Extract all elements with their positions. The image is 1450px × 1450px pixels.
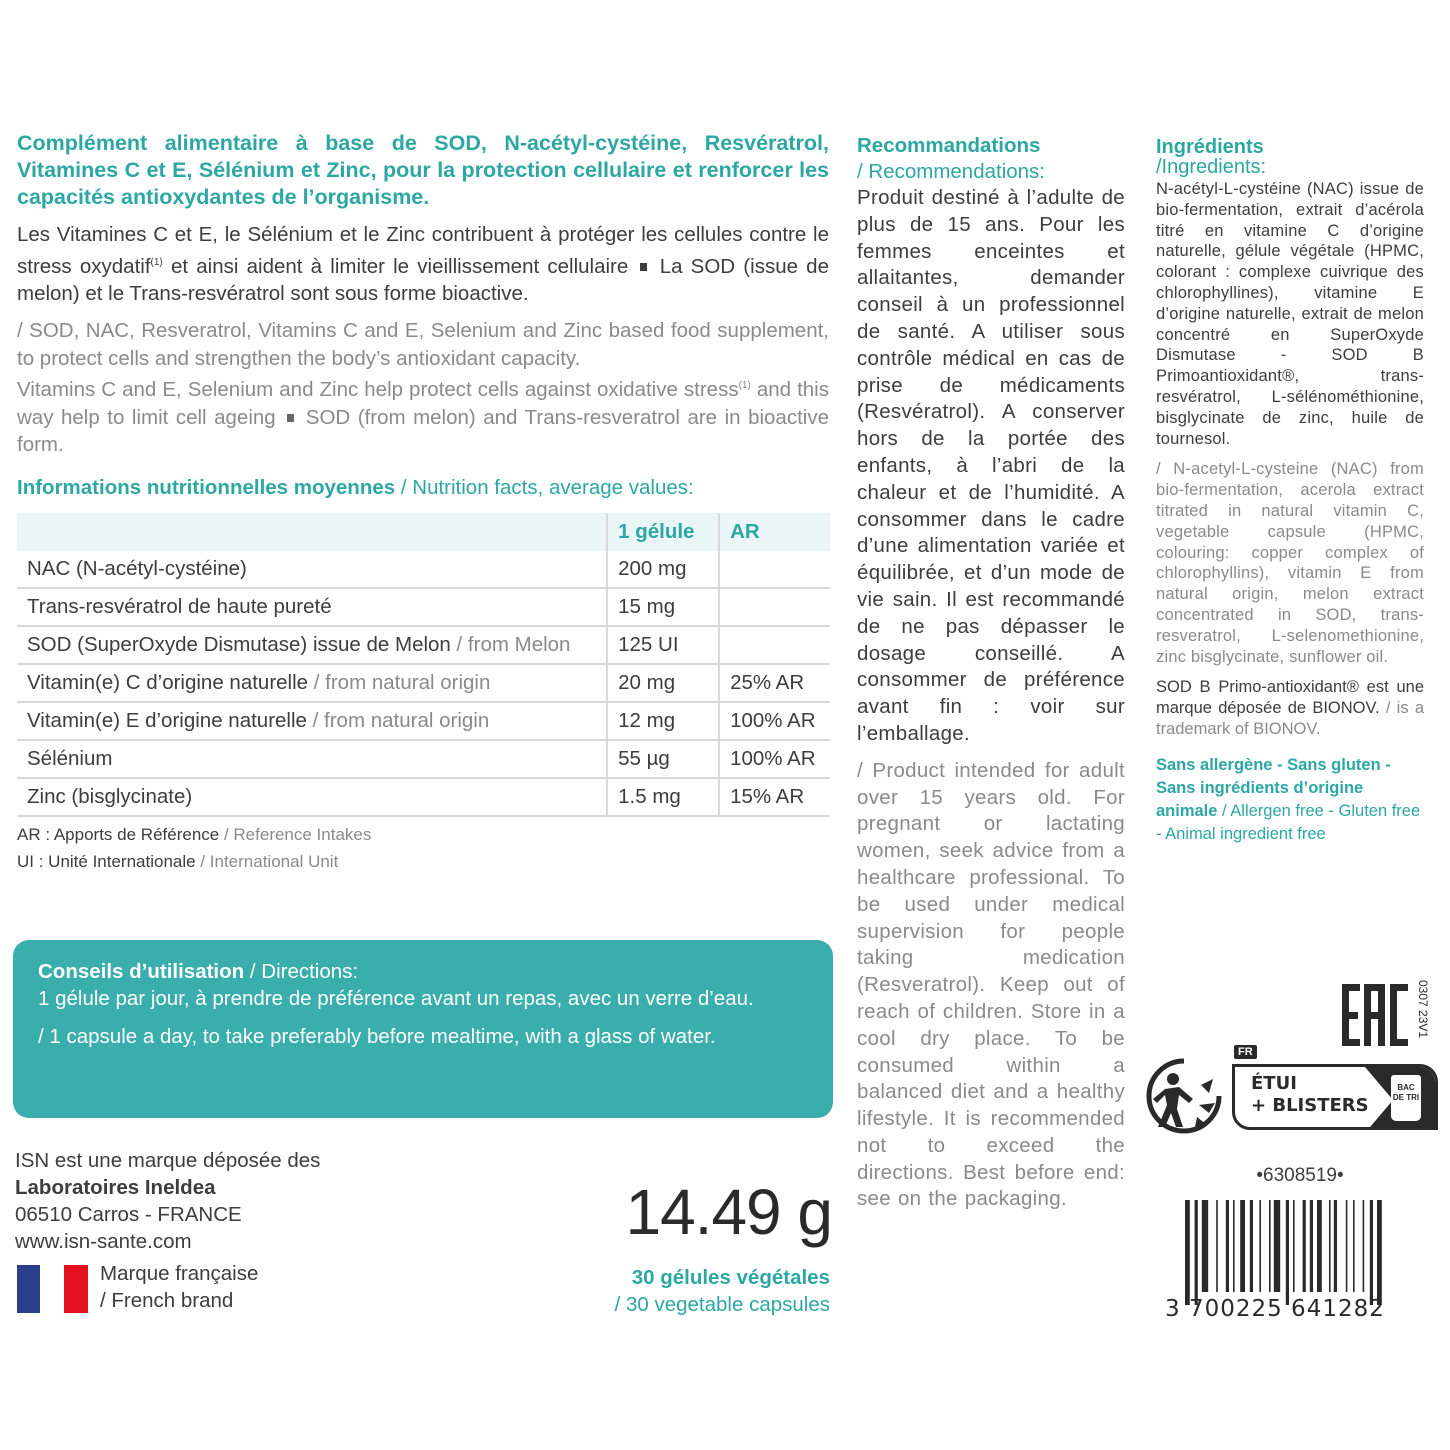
fr-claim: Les Vitamines C et E, le Sélénium et le Zinc contribuent à protéger les cellules contre le stress oxydatif$^{(1)}$ et ainsi aident à limiter le vieillissement cellulaire La SOD (issue de melon) et le Trans-resvératrol sont sous forme bioactive. bbox=[17, 223, 829, 305]
nutrient-amount: 1.5 mg bbox=[607, 778, 719, 816]
capsule-count: 30 gélules végétales / 30 vegetable capsules bbox=[614, 1266, 830, 1316]
nutrient-amount: 15 mg bbox=[607, 588, 719, 626]
nutrient-name: Zinc (bisglycinate) bbox=[17, 778, 607, 816]
recommendations-column: Recommandations / Recommendations: Produit destiné à l’adulte de plus de 15 ans. Pour les femmes enceintes et allaitantes, demander conseil à un professionnel de santé. A utiliser sous contrôle médical en cas de prise de médicaments (Resvératrol). A conserver hors de la portée des enfants, à l’abri de la chaleur et de l’humidité. A consommer dans le cadre d’une alimentation variée et équilibrée, et d’un mode de vie sain. Il est recommandé de ne pas dépasser le dosage conseillé. A consommer de préférence avant fin : voir sur l’emballage. / Product intended for adult over 15 years old. For pregnant or lactating women, seek advice from a healthcare professional. To be used under medical supervision for people taking medication (Resveratrol). Keep out of reach of children. Store in a cool dry place. To be consumed within a balanced diet and a healthy lifestyle. It is recommended not to exceed the directions. Best before end: see on the packaging. bbox=[857, 132, 1125, 1213]
header-per-capsule: 1 gélule bbox=[607, 513, 719, 551]
nutrient-name: Vitamin(e) E d’origine naturelle / from natural origin bbox=[17, 702, 607, 740]
french-brand-label: Marque française / French brand bbox=[100, 1262, 259, 1312]
nutrient-amount: 12 mg bbox=[607, 702, 719, 740]
table-row bbox=[17, 740, 830, 778]
company-name: Laboratoires Ineldea bbox=[15, 1176, 216, 1199]
bullet-icon bbox=[287, 414, 294, 422]
eac-code: 0307 23V1 bbox=[1416, 980, 1430, 1039]
barcode-digits: 3 700225 641282 bbox=[1165, 1296, 1385, 1322]
country-badge: FR bbox=[1234, 1045, 1257, 1059]
trademark-note: SOD B Primo-antioxidant® est une marque déposée de BIONOV. / is a trademark of BIONOV. bbox=[1156, 678, 1424, 738]
table-row bbox=[17, 664, 830, 702]
directions-fr: 1 gélule par jour, à prendre de préférence avant un repas, avec un verre d’eau. bbox=[38, 987, 754, 1010]
recycling-bin-icon: BAC DE TRI bbox=[1391, 1075, 1421, 1121]
table-legend: AR : Apports de Référence / Reference Intakes UI : Unité Internationale / International Unit bbox=[17, 824, 372, 871]
nutrient-ar: 100% AR bbox=[719, 740, 830, 778]
nutrient-name: Trans-resvératrol de haute pureté bbox=[17, 588, 607, 626]
eac-mark-icon bbox=[1340, 980, 1410, 1050]
company-address: 06510 Carros - FRANCE bbox=[15, 1203, 242, 1226]
ingredients-en: / N-acetyl-L-cysteine (NAC) from bio-fermentation, acerola extract titrated in natural vitamin C, vegetable capsule (HPMC, colouring: copper complex of chlorophyllins), vitamin E from natural origin, melon extract concentrated in SOD, trans-resveratrol, L-selenomethionine, zinc bisglycinate, sunflower oil. bbox=[1156, 460, 1424, 666]
nutrient-ar bbox=[719, 626, 830, 664]
ingredients-column: Ingrédients /Ingredients: N-acétyl-L-cystéine (NAC) issue de bio-fermentation, extrait d’acérola titré en vitamine C d’origine naturelle, gélule végétale (HPMC, colorant : complexe cuivrique des chlorophyllines), vitamine E d’origine naturelle, extrait de melon concentré en SuperOxyde Dismutase - SOD B Primoantioxidant®, trans-resvératrol, L-sélénométhionine, bisglycinate de zinc, huile de tournesol. / N-acetyl-L-cysteine (NAC) from bio-fermentation, acerola extract titrated in natural vitamin C, vegetable capsule (HPMC, colouring: copper complex of chlorophyllins), vitamin E from natural origin, melon extract concentrated in SOD, trans-resveratrol, L-selenomethionine, zinc bisglycinate, sunflower oil. SOD B Primo-antioxidant® est une marque déposée de BIONOV. / is a trademark of BIONOV. Sans allergène - Sans gluten - Sans ingrédients d’origine animale / Allergen free - Gluten free - Animal ingredient free bbox=[1156, 137, 1424, 846]
product-headline: Complément alimentaire à base de SOD, N-acétyl-cystéine, Resvératrol, Vitamines C et E, Sélénium et Zinc, pour la protection cellulaire et renforcer les capacités antioxydantes de l’organisme. bbox=[17, 131, 829, 209]
recommendations-title: Recommandations bbox=[857, 134, 1041, 157]
nutrient-ar: 15% AR bbox=[719, 778, 830, 816]
recommendations-en: / Product intended for adult over 15 years old. For pregnant or lactating women, seek advice from a healthcare professional. To be used under medical supervision for people taking medication (Resveratrol). Keep out of reach of children. Store in a cool dry place. To be consumed within a balanced diet and a healthy lifestyle. It is recommended not to exceed the directions. Best before end: see on the packaging. bbox=[857, 758, 1125, 1211]
net-weight: 14.49 g bbox=[625, 1176, 832, 1248]
company-info: ISN est une marque déposée des Laboratoires Ineldea 06510 Carros - FRANCE www.isn-sante.com bbox=[15, 1149, 321, 1253]
nutrient-ar: 25% AR bbox=[719, 664, 830, 702]
table-header-row bbox=[17, 513, 830, 551]
sorting-info-label: FR ÉTUI + BLISTERS BAC DE TRI bbox=[1232, 1045, 1440, 1133]
table-row bbox=[17, 702, 830, 740]
company-website: www.isn-sante.com bbox=[15, 1230, 192, 1253]
allergen-free-note: Sans allergène - Sans gluten - Sans ingrédients d’origine animale / Allergen free - Gluten free - Animal ingredient free bbox=[1156, 755, 1421, 843]
product-description-column bbox=[17, 130, 829, 875]
en-claim: / SOD, NAC, Resveratrol, Vitamins C and E, Selenium and Zinc based food supplement, to protect cells and strengthen the body’s antioxidant capacity. Vitamins C and E, Selenium and Zinc help protect cells against oxidative stress$^{(1)}$ and this way help to limit cell ageing SOD (from melon) and Trans-resveratrol are in bioactive form. bbox=[17, 319, 829, 457]
triman-recycling-icon bbox=[1143, 1055, 1225, 1137]
directions-en: / 1 capsule a day, to take preferably before mealtime, with a glass of water. bbox=[38, 1025, 716, 1048]
nutrition-table bbox=[17, 513, 830, 817]
ingredients-title: Ingrédients bbox=[1156, 136, 1264, 158]
nutrient-ar bbox=[719, 551, 830, 588]
nutrient-name: SOD (SuperOxyde Dismutase) issue de Melon / from Melon bbox=[17, 626, 607, 664]
ingredients-fr: N-acétyl-L-cystéine (NAC) issue de bio-fermentation, extrait d’acérola titré en vitamine C d’origine naturelle, gélule végétale (HPMC, colorant : complexe cuivrique des chlorophyllines), vitamine E d’origine naturelle, extrait de melon concentré en SuperOxyde Dismutase - SOD B Primoantioxidant®, trans-resvératrol, L-sélénométhionine, bisglycinate de zinc, huile de tournesol. bbox=[1156, 180, 1424, 448]
nutrient-ar: 100% AR bbox=[719, 702, 830, 740]
french-flag-icon bbox=[17, 1265, 89, 1313]
header-ar: AR bbox=[719, 513, 830, 551]
nutrient-ar bbox=[719, 588, 830, 626]
nutrient-amount: 55 µg bbox=[607, 740, 719, 778]
table-row bbox=[17, 551, 830, 588]
nutrient-amount: 200 mg bbox=[607, 551, 719, 588]
table-row bbox=[17, 588, 830, 626]
nutrition-title: Informations nutritionnelles moyennes / Nutrition facts, average values: bbox=[17, 475, 694, 499]
nutrient-name: Sélénium bbox=[17, 740, 607, 778]
bullet-icon bbox=[640, 263, 647, 271]
table-row bbox=[17, 778, 830, 816]
directions-box: Conseils d’utilisation / Directions: 1 gélule par jour, à prendre de préférence avant un repas, avec un verre d’eau. / 1 capsule a day, to take preferably before mealtime, with a glass of water. bbox=[13, 940, 833, 1118]
barcode-icon bbox=[1185, 1200, 1425, 1305]
recommendations-fr: Produit destiné à l’adulte de plus de 15 ans. Pour les femmes enceintes et allaitantes, demander conseil à un professionnel de santé. A utiliser sous contrôle médical en cas de prise de médicaments (Resvératrol). A conserver hors de la portée des enfants, à l’abri de la chaleur et de l’humidité. A consommer dans le cadre d’une alimentation variée et équilibrée, et d’un mode de vie sain. Il est recommandé de ne pas dépasser le dosage conseillé. A consommer de préférence avant fin : voir sur l’emballage. bbox=[857, 186, 1125, 745]
nutrient-name: NAC (N-acétyl-cystéine) bbox=[17, 551, 607, 588]
nutrient-amount: 20 mg bbox=[607, 664, 719, 702]
table-row bbox=[17, 626, 830, 664]
nutrient-amount: 125 UI bbox=[607, 626, 719, 664]
lot-number: •6308519• bbox=[1256, 1165, 1344, 1186]
nutrient-name: Vitamin(e) C d’origine naturelle / from natural origin bbox=[17, 664, 607, 702]
